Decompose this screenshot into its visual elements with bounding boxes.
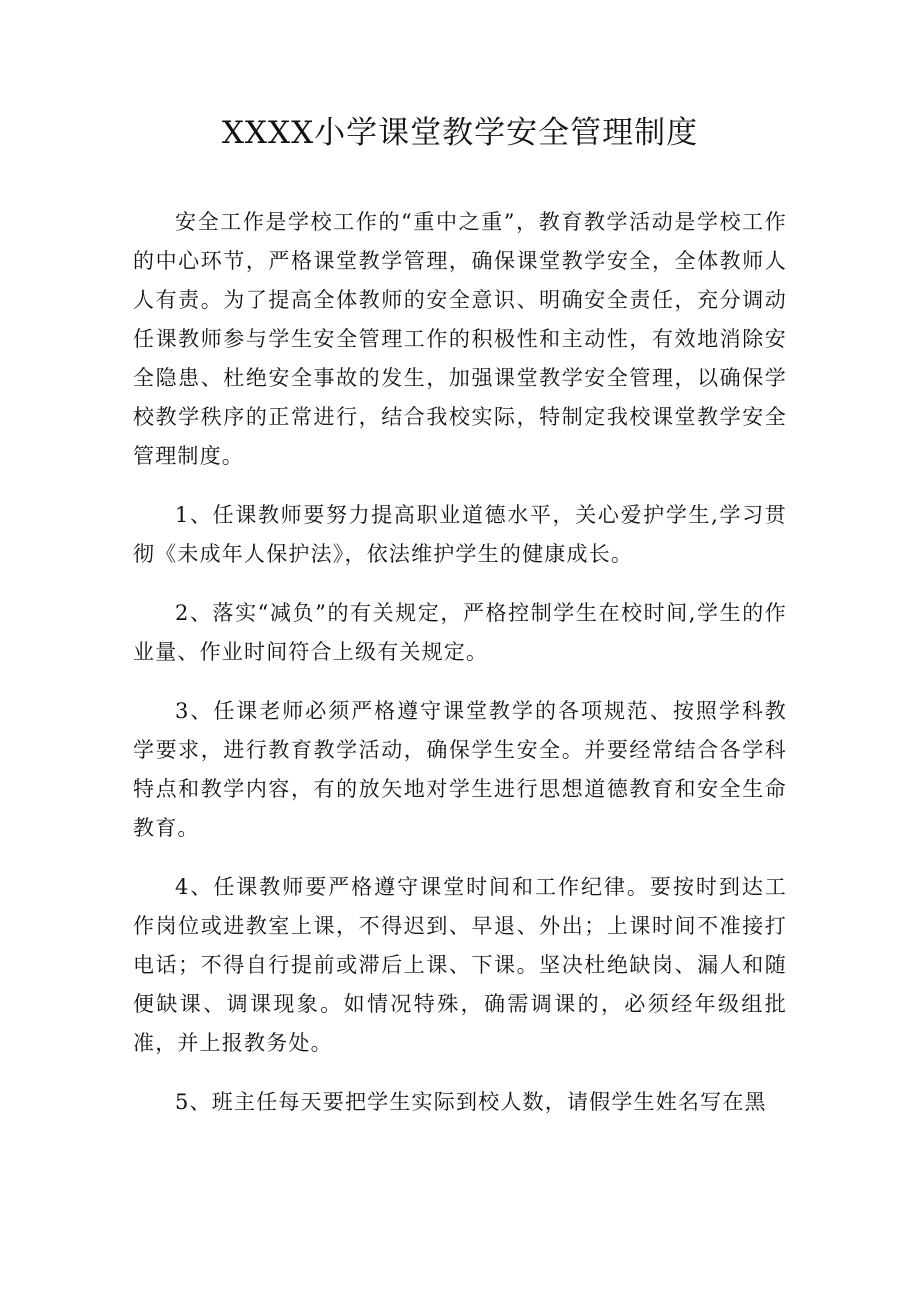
rule-paragraph-2: 2、落实“减负”的有关规定，严格控制学生在校时间,学生的作业量、作业时间符合上级有关规定。	[133, 601, 787, 664]
intro-paragraph: 安全工作是学校工作的“重中之重”，教育教学活动是学校工作的中心环节，严格课堂教学管理，确保课堂教学安全，全体教师人人有责。为了提高全体教师的安全意识、明确安全责任，充分调动任课教师参与学生安全管理工作的积极性和主动性，有效地消除安全隐患、杜绝安全事故的发生，加强课堂教学安全管理，以确保学校教学秩序的正常进行，结合我校实际，特制定我校课堂教学安全管理制度。	[133, 210, 787, 468]
document-body	[133, 203, 787, 1142]
document-title: XXXX小学课堂教学安全管理制度	[221, 115, 699, 151]
rule-paragraph-1: 1、任课教师要努力提高职业道德水平，关心爱护学生,学习贯彻《未成年人保护法》，依法维护学生的健康成长。	[133, 503, 787, 566]
rule-paragraph-5: 5、班主任每天要把学生实际到校人数，请假学生姓名写在黑	[175, 1090, 767, 1114]
rule-paragraph-3: 3、任课老师必须严格遵守课堂教学的各项规范、按照学科教学要求，进行教育教学活动，确保学生安全。并要经常结合各学科特点和教学内容，有的放矢地对学生进行思想道德教育和安全生命教育。	[133, 699, 787, 840]
rule-paragraph-4: 4、任课教师要严格遵守课堂时间和工作纪律。要按时到达工作岗位或进教室上课，不得迟到、早退、外出；上课时间不准接打电话；不得自行提前或滞后上课、下课。坚决杜绝缺岗、漏人和随便缺课、调课现象。如情况特殊，确需调课的，必须经年级组批准，并上报教务处。	[133, 875, 787, 1055]
